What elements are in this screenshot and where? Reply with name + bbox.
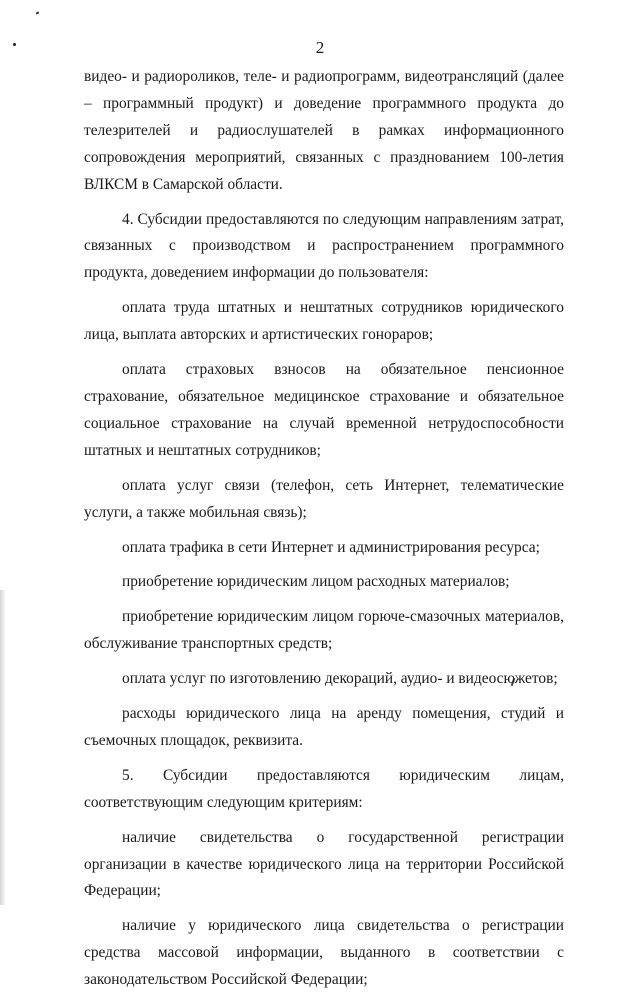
criteria-item: наличие у юридического лица свидетельства о регистрации средства массовой информации, выданного в соответствии с законодательством Российской Федерации; <box>84 917 564 989</box>
expense-item: оплата услуг связи (телефон, сеть Интернет, телематические услуги, а также мобильная связь); <box>84 476 564 521</box>
expense-item: оплата страховых взносов на обязательное пенсионное страхование, обязательное медицинское страхование и обязательное социальное страхование на случай временной нетрудоспособности штатных и нештатных сотрудников; <box>84 361 564 459</box>
criteria-item: наличие свидетельства о государственной регистрации организации в качестве юридического лица на территории Российской Федерации; <box>84 828 564 900</box>
expense-item: оплата услуг по изготовлению декораций, аудио- и видеосюжетов; <box>122 670 558 688</box>
expense-item: приобретение юридическим лицом горюче-смазочных материалов, обслуживание транспортных средств; <box>84 608 564 653</box>
scan-mark <box>36 11 40 14</box>
expense-item: приобретение юридическим лицом расходных материалов; <box>122 573 510 591</box>
page-number: 2 <box>315 38 325 57</box>
expense-item: расходы юридического лица на аренду помещения, студий и съемочных площадок, реквизита. <box>84 705 564 749</box>
expense-item: оплата труда штатных и нештатных сотрудников юридического лица, выплата авторских и артистических гонораров; <box>84 299 564 344</box>
paragraph-item-5: 5. Субсидии предоставляются юридическим лицам, соответствующим следующим критериям: <box>84 766 564 811</box>
paragraph-continuation: видео- и радиороликов, теле- и радиопрограмм, видеотрансляций (далее – программный продукт) и доведение программного продукта до телезрителей и радиослушателей в рамках информационного сопровождения мероприятий, связанных с празднованием 100-летия ВЛКСМ в Самарской области. <box>84 68 564 193</box>
paragraph-item-4: 4. Субсидии предоставляются по следующим направлениям затрат, связанных с производством и распространением программного продукта, доведением информации до пользователя: <box>84 210 564 282</box>
expense-item: оплата трафика в сети Интернет и администрирования ресурса; <box>122 538 540 556</box>
document-body <box>84 64 564 994</box>
scan-edge-shadow <box>0 590 5 905</box>
